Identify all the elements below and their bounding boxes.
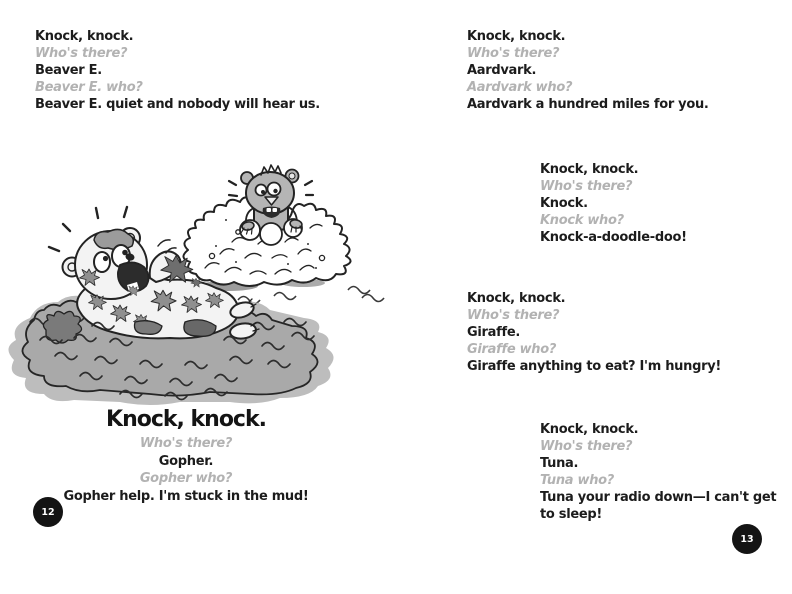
joke-punchline: Tuna your radio down—I can't get (540, 490, 777, 505)
page-number-right: 13 (732, 524, 762, 554)
joke-tuna (540, 421, 776, 523)
joke-setup-line: Aardvark. (467, 63, 537, 78)
joke-setup-line: Knock, knock. (467, 291, 566, 306)
joke-response-line: Giraffe who? (467, 342, 557, 357)
joke-setup-line: Knock, knock. (540, 162, 639, 177)
joke-setup-line: Knock. (540, 196, 588, 211)
joke-punchline: Giraffe anything to eat? I'm hungry! (467, 359, 721, 374)
joke-response-line: Aardvark who? (467, 80, 573, 95)
beaver-hair (94, 229, 133, 249)
joke-punchline: to sleep! (540, 507, 603, 522)
joke-setup-line: Tuna. (540, 456, 579, 471)
joke-response-line: Who's there? (139, 436, 233, 451)
joke-response-line: Who's there? (467, 308, 560, 323)
joke-response-line: Gopher who? (139, 471, 233, 486)
joke-setup-line: Knock, knock. (35, 29, 134, 44)
beaver-motion-marks (158, 240, 176, 253)
joke-response-line: Who's there? (540, 439, 633, 454)
joke-setup-line: Giraffe. (467, 325, 520, 340)
joke-response-line: Knock who? (540, 213, 624, 228)
joke-punchline: Beaver E. quiet and nobody will hear us. (35, 97, 320, 112)
joke-setup-line: Knock, knock. (540, 422, 639, 437)
joke-response-line: Who's there? (540, 179, 633, 194)
illustration-mud-scene (0, 150, 400, 410)
joke-setup-line: Beaver E. (35, 63, 102, 78)
joke-aardvark (467, 28, 709, 113)
joke-response-line: Who's there? (35, 46, 128, 61)
joke-gopher-featured (16, 407, 356, 505)
joke-setup-line: Gopher. (158, 453, 214, 469)
joke-response-line: Tuna who? (540, 473, 615, 488)
joke-punchline: Aardvark a hundred miles for you. (467, 97, 709, 112)
joke-response-line: Who's there? (467, 46, 560, 61)
joke-giraffe (467, 290, 721, 375)
joke-knock (540, 161, 687, 246)
joke-punchline: Knock-a-doodle-doo! (540, 230, 687, 245)
joke-headline: Knock, knock. (106, 407, 266, 432)
joke-setup-line: Knock, knock. (467, 29, 566, 44)
page-number-left: 12 (33, 497, 63, 527)
joke-beaver (35, 28, 320, 113)
joke-response-line: Beaver E. who? (35, 80, 143, 95)
joke-punchline: Gopher help. I'm stuck in the mud! (63, 488, 309, 504)
